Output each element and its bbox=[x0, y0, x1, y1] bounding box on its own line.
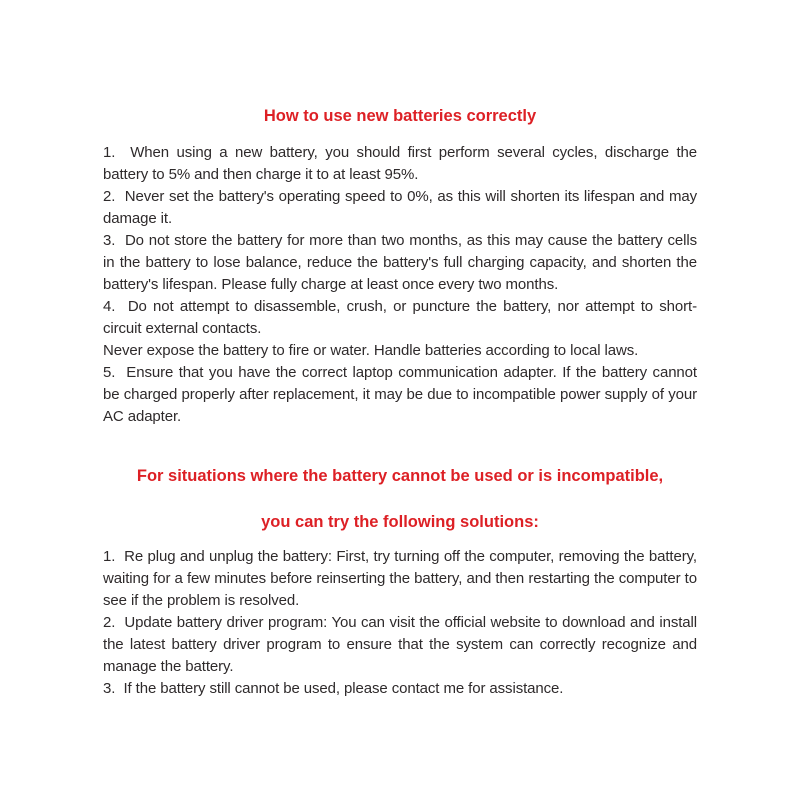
solution-paragraph: 3. If the battery still cannot be used, please contact me for assistance. bbox=[103, 680, 564, 697]
usage-instruction-paragraph: Never expose the battery to fire or water. Handle batteries according to local laws. bbox=[103, 342, 639, 359]
usage-instruction-paragraph: 4. Do not attempt to disassemble, crush, or puncture the battery, nor attempt to short-circuit external contacts. bbox=[103, 298, 697, 337]
usage-instructions-list bbox=[103, 142, 697, 428]
usage-section-heading: How to use new batteries correctly bbox=[263, 107, 537, 125]
solutions-section-heading-line2: you can try the following solutions: bbox=[261, 513, 539, 531]
solutions-list bbox=[103, 546, 697, 700]
solution-paragraph: 1. Re plug and unplug the battery: First, try turning off the computer, removing the battery, waiting for a few minutes before reinserting the battery, and then restarting the computer to see if the problem is resolved. bbox=[103, 548, 697, 609]
usage-instruction-paragraph: 1. When using a new battery, you should first perform several cycles, discharge the battery to 5% and then charge it to at least 95%. bbox=[103, 144, 697, 183]
solution-paragraph: 2. Update battery driver program: You can visit the official website to download and install the latest battery driver program to ensure that the system can correctly recognize and manage the battery. bbox=[103, 614, 697, 675]
usage-instruction-paragraph: 3. Do not store the battery for more than two months, as this may cause the battery cells in the battery to lose balance, reduce the battery's full charging capacity, and shorten the battery's lifespan. Please fully charge at least once every two months. bbox=[103, 232, 697, 293]
solutions-section-heading-line1: For situations where the battery cannot be used or is incompatible, bbox=[136, 467, 664, 485]
usage-instruction-paragraph: 2. Never set the battery's operating speed to 0%, as this will shorten its lifespan and may damage it. bbox=[103, 188, 697, 227]
document-content bbox=[103, 0, 697, 700]
usage-instruction-paragraph: 5. Ensure that you have the correct laptop communication adapter. If the battery cannot be charged properly after replacement, it may be due to incompatible power supply of your AC adapter. bbox=[103, 364, 697, 425]
